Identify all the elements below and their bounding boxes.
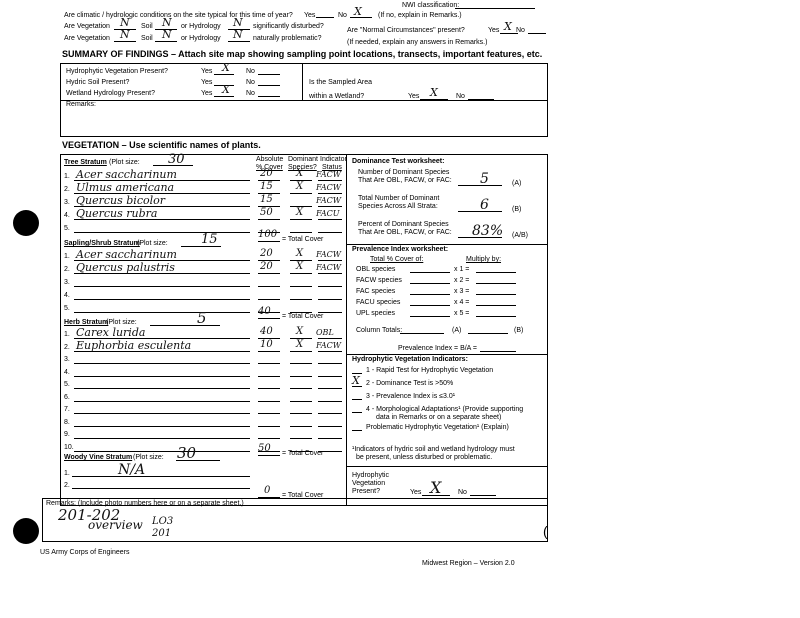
percent-dominant-value: 83% [472,223,504,239]
sum-no-3: No [246,90,255,97]
climatic-no-mark: X [354,5,362,18]
summary-remarks-label: Remarks: [66,101,96,108]
sum-yes-2: Yes [201,79,213,86]
sum-yes-3: Yes [201,90,213,97]
sapling-row-num: 2. [64,266,70,273]
sapling-row-ind-line [318,299,342,300]
normal-yes-mark: X [504,20,512,33]
sapling-row-num: 1. [64,253,70,260]
or-hydrology-2: or Hydrology [181,35,221,42]
sapling-dominant: X [296,248,304,259]
herb-row-pct-line [258,401,280,402]
herb-row-dom-line [290,363,312,364]
sum-no-line-1 [258,74,280,75]
normal-no-line [528,33,546,34]
hyd1-mark: N [233,16,243,29]
herb-species: Euphorbia esculenta [76,338,192,352]
sum-yes-line-1 [214,74,234,75]
veg-col-divider [346,154,347,506]
tree-row-ind-line [318,206,342,207]
vine-total-cover-label: = Total Cover [282,492,324,499]
nwi-line [455,8,535,9]
tree-indicator: FACW [316,196,341,205]
summary-title: SUMMARY OF FINDINGS – Attach site map showing sampling point locations, transects, important features, etc. [62,49,543,59]
sapling-dominant: X [296,261,304,272]
tree-row-line [74,232,250,233]
tree-cover: 15 [260,194,273,205]
wetland-hydrology-label: Wetland Hydrology Present? [66,90,155,97]
herb-species: Carex lurida [76,326,146,339]
herb-row-pct-line [258,351,280,352]
herb-row-num: 6. [64,393,70,401]
herb-row-pct-line [258,438,280,439]
no-label: No [338,12,347,19]
vine-plot-size-label: (Plot size: [133,454,164,461]
sapling-row-pct-line [258,299,280,300]
herb-indicator: FACW [316,340,341,350]
prevalence-row-cover-line [410,316,450,317]
prevalence-row-mult: x 4 = [454,299,470,306]
vine-plot-value: 30 [177,444,197,462]
herb-plot-size-label: (Plot size: [106,319,137,326]
normal-no-label: No [516,27,525,34]
sapling-cover: 20 [260,261,273,272]
herb-row-pct-line [258,376,280,377]
sapling-indicator: FACW [316,250,341,259]
total-cover-of-label: Total % Cover of: [370,256,424,263]
prevalence-row-result-line [476,294,516,295]
summary-divider-h [60,100,548,101]
sapling-row-ind-line [318,286,342,287]
sampled-area-label: Is the Sampled Area [309,79,373,86]
soil2-mark: N [162,28,172,41]
herb-row-num: 2. [64,343,70,351]
yes-label: Yes [304,12,316,19]
sapling-row-num: 4. [64,292,70,299]
herb-total-cover-label: = Total Cover [282,450,324,457]
ind4-line [352,412,362,413]
tree-row-num: 4. [64,212,70,219]
vine-row-1-line [72,476,250,477]
dominance-title: Dominance Test worksheet: [352,158,445,165]
normal-circumstances: Are "Normal Circumstances" present? [347,27,465,34]
sapling-row-line [74,299,250,300]
herb-row-pct-line [258,413,280,414]
total-number-value: 6 [480,197,489,213]
prevalence-row-mult: x 1 = [454,266,470,273]
herb-total-line [258,455,280,456]
herb-row-num: 3. [64,356,70,363]
footer-right: Midwest Region – Version 2.0 [422,560,515,567]
sapling-plot-size-label: (Plot size: [137,240,168,247]
significantly-disturbed: significantly disturbed? [253,23,324,30]
tree-row-dom-line [290,193,312,194]
prevalence-row-mult: x 2 = [454,277,470,284]
total-number-1: Total Number of Dominant [358,195,440,202]
col-total-a-line [400,333,444,334]
soil2-line [155,41,177,42]
tree-indicator: FACU [316,209,340,218]
herb-row-num: 7. [64,406,70,413]
herb-row-num: 9. [64,431,70,438]
sum-yes-1: Yes [201,68,213,75]
percent-dominant-2: That Are OBL, FACW, or FAC: [358,229,452,236]
herb-row-ind-line [318,413,342,414]
sapling-row-num: 3. [64,279,70,286]
sum-no-2: No [246,79,255,86]
herb-cover: 10 [260,338,273,350]
sum-no-1: No [246,68,255,75]
tree-row-pct-line [258,219,280,220]
tree-dominant: X [296,168,304,179]
prevalence-index-label: Prevalence Index = B/A = [398,345,477,352]
wetland-mark: X [430,86,438,99]
wetland-yes: Yes [408,93,420,100]
herb-row-dom-line [290,413,312,414]
prev-hydro-divider [346,354,548,355]
veg2-mark: N [120,28,130,41]
herb-row-dom-line [290,438,312,439]
herb-plot-value: 5 [197,309,207,327]
sapling-indicator: FACW [316,263,341,272]
herb-row-dom-line [290,388,312,389]
sapling-species: Acer saccharinum [76,248,177,261]
if-needed-explain: (If needed, explain any answers in Remarks.) [347,39,488,46]
remarks-label: Remarks: (Include photo numbers here or on a separate sheet.) [46,500,244,507]
herb-indicator: OBL [316,328,334,337]
percent-dominant-1: Percent of Dominant Species [358,221,449,228]
herb-row-ind-line [318,351,342,352]
col-dominant: Dominant [288,156,318,163]
col-species: Species? [288,164,317,171]
herb-row-ind-line [318,426,342,427]
footer-left: US Army Corps of Engineers [40,549,130,556]
sum-no-line-3 [258,96,280,97]
prevalence-row-result-line [476,316,516,317]
tree-total-line [258,241,280,242]
veg1-mark: N [120,16,130,29]
num-dominant-1: Number of Dominant Species [358,169,450,176]
multiply-by-label: Multiply by: [466,256,502,263]
tree-indicator: FACW [316,170,341,179]
col-indicator: Indicator [320,156,347,163]
sum-mark-1: X [222,61,230,74]
vegetation-label: Vegetation [352,480,386,487]
woody-vine-label: Woody Vine Stratum [64,454,133,461]
tree-total-value: 100 [258,229,278,240]
sum-yes-line-3 [214,96,234,97]
prevalence-row-label: FAC species [356,288,396,295]
herb-row-line [74,426,250,427]
tree-row-dom-line [290,232,312,233]
tree-cover: 15 [260,181,273,192]
tree-row-ind-line [318,193,342,194]
sapling-row-dom-line [290,286,312,287]
tree-dominant: X [296,207,304,218]
sum-no-line-2 [258,85,280,86]
summary-divider-v [302,63,303,100]
herb-row-num: 5. [64,381,70,388]
hyd2-mark: N [233,28,243,41]
herb-row-line [74,376,250,377]
dom-a-label: (A) [512,180,522,187]
remarks-handwriting-4: 201 [152,528,172,539]
column-totals-label: Column Totals: [356,327,403,334]
sapling-row-pct-line [258,286,280,287]
are-vegetation-1: Are Vegetation [64,23,110,30]
herb-row-ind-line [318,363,342,364]
herb-row-ind-line [318,338,342,339]
normal-yes-label: Yes [488,27,500,34]
herb-row-ind-line [318,388,342,389]
indicator-2-mark: X [352,374,360,387]
dom-b-label: (B) [512,206,522,213]
tree-plot-size-label: (Plot size: [109,159,140,166]
herb-row-ind-line [318,401,342,402]
sapling-row-dom-line [290,299,312,300]
hydrophytic-label: Hydrophytic [352,472,389,479]
ind5-line [352,430,362,431]
herb-row-line [74,413,250,414]
hyd2-line [228,41,250,42]
climatic-question: Are climatic / hydrologic conditions on the site typical for this time of year? [64,12,293,19]
sapling-row-pct-line [258,273,280,274]
tree-total-cover-label: = Total Cover [282,236,324,243]
climatic-yes-line [316,17,334,18]
prevalence-row-label: UPL species [356,310,396,317]
herb-row-line [74,451,250,452]
num-dominant-2: That Are OBL, FACW, or FAC: [358,177,452,184]
tree-row-dom-line [290,219,312,220]
herb-row-dom-line [290,351,312,352]
present-yes-mark: X [430,478,442,497]
prevalence-row-result-line [476,305,516,306]
col-total-b-line [468,333,508,334]
tree-row-num: 1. [64,173,70,180]
tree-indicator: FACW [316,183,341,192]
prevalence-row-cover-line [410,272,450,273]
vine-row-1-num: 1. [64,470,70,477]
or-hydrology-1: or Hydrology [181,23,221,30]
herb-row-num: 10. [64,443,74,451]
remarks-handwriting-3: LO3 [152,516,174,527]
prevalence-row-result-line [476,283,516,284]
tree-species: Quercus rubra [76,207,158,220]
sapling-plot-value: 15 [201,232,218,247]
wetland-no-line [468,99,494,100]
col-cover: % Cover [256,164,283,171]
dom-ab-label: (A/B) [512,232,528,239]
tree-plot-value: 30 [168,152,185,167]
herb-total-value: 50 [258,443,271,454]
herb-cover: 40 [260,326,273,337]
sum-mark-3: X [222,83,230,96]
hydrophytic-present-label: Hydrophytic Vegetation Present? [66,68,168,75]
prev-a-label: (A) [452,327,462,334]
indicator-footnote-2: be present, unless disturbed or problematic. [356,454,493,461]
within-wetland-label: within a Wetland? [309,93,365,100]
sapling-total-cover-label: = Total Cover [282,313,324,320]
vine-total-value: 0 [264,485,271,496]
prevalence-row-label: OBL species [356,266,396,273]
wetland-no: No [456,93,465,100]
tree-row-num: 2. [64,186,70,193]
sapling-row-ind-line [318,260,342,261]
tree-row-num: 5. [64,225,70,232]
prevalence-row-label: FACU species [356,299,401,306]
prevalence-row-cover-line [410,305,450,306]
nwi-classification: NWI classification: [402,2,460,9]
herb-row-line [74,363,250,364]
tree-species: Ulmus americana [76,181,175,194]
herb-row-ind-line [318,438,342,439]
herb-row-line [74,438,250,439]
vine-row-2-num: 2. [64,482,70,489]
remarks-handwriting-1: 201-202 [58,506,121,524]
num-dominant-value: 5 [480,171,489,187]
tree-cover: 20 [260,168,273,179]
prevalence-row-cover-line [410,283,450,284]
sapling-stratum-label: Sapling/Shrub Stratum [64,240,140,247]
wetland-yes-line [420,99,448,100]
indicator-footnote-1: ¹Indicators of hydric soil and wetland hydrology must [352,446,515,453]
present-label: Present? [352,488,381,495]
herb-row-line [74,401,250,402]
punch-hole-bottom [13,518,39,544]
remarks-handwriting-2: overview [88,518,143,532]
indicator-4a: 4 - Morphological Adaptations¹ (Provide supporting [366,406,524,413]
ind3-line [352,399,362,400]
herb-row-pct-line [258,426,280,427]
tree-dominant: X [296,181,304,192]
sapling-row-line [74,312,250,313]
sapling-total-value: 40 [258,306,271,317]
present-no-line [470,495,496,496]
prevalence-row-mult: x 3 = [454,288,470,295]
sapling-row-dom-line [290,273,312,274]
tree-cover: 50 [260,207,273,218]
indicator-2: 2 - Dominance Test is >50% [366,380,454,387]
herb-stratum-label: Herb Stratum [64,319,109,326]
soil-label-2: Soil [141,35,153,42]
indicator-1: 1 - Rapid Test for Hydrophytic Vegetation [366,367,494,374]
col-status: Status [322,164,342,171]
dom-prev-divider [346,244,548,245]
col-absolute: Absolute [256,156,284,163]
tree-stratum-label: Tree Stratum [64,159,107,166]
herb-row-dom-line [290,426,312,427]
tree-species: Quercus bicolor [76,194,165,207]
herb-row-num: 4. [64,368,70,376]
vegetation-title: VEGETATION – Use scientific names of plants. [62,140,261,150]
hydro-present-divider [346,466,548,467]
tree-row-ind-line [318,232,342,233]
tree-row-num: 3. [64,199,70,206]
herb-row-pct-line [258,363,280,364]
naturally-problematic: naturally problematic? [253,35,322,42]
sapling-row-ind-line [318,273,342,274]
soil1-mark: N [162,16,172,29]
prev-index-line [480,351,516,352]
if-no-explain: (If no, explain in Remarks.) [378,12,462,19]
herb-row-pct-line [258,388,280,389]
prev-b-label: (B) [514,327,524,334]
indicator-5: Problematic Hydrophytic Vegetation¹ (Explain) [366,424,509,431]
sapling-cover: 20 [260,248,273,259]
herb-row-num: 1. [64,331,70,338]
prevalence-row-result-line [476,272,516,273]
punch-hole-top [13,210,39,236]
margin-mark: ( [543,523,548,539]
sapling-species: Quercus palustris [76,261,175,274]
herb-row-line [74,388,250,389]
herb-dominant: X [296,326,304,337]
vine-na: N/A [118,462,146,478]
soil-label-1: Soil [141,23,153,30]
prevalence-row-label: FACW species [356,277,402,284]
present-no: No [458,489,467,496]
herb-row-ind-line [318,376,342,377]
indicator-4b: data in Remarks or on a separate sheet) [376,414,502,421]
indicator-3: 3 - Prevalence Index is ≤3.0¹ [366,393,456,400]
herb-row-dom-line [290,376,312,377]
prevalence-title: Prevalence Index worksheet: [352,246,449,253]
herb-row-dom-line [290,401,312,402]
sap-total-line [258,318,280,319]
herb-dominant: X [296,338,304,350]
sapling-row-num: 5. [64,305,70,312]
herb-row-num: 8. [64,418,70,426]
vine-row-2-line [72,488,250,489]
tree-row-ind-line [318,219,342,220]
veg2-line [114,41,136,42]
prevalence-row-mult: x 5 = [454,310,470,317]
hydric-soil-label: Hydric Soil Present? [66,79,130,86]
are-vegetation-2: Are Vegetation [64,35,110,42]
present-yes: Yes [410,489,422,496]
tree-species: Acer saccharinum [76,168,177,181]
herb-plot-line [150,325,220,326]
hydro-indicators-title: Hydrophytic Vegetation Indicators: [352,356,468,363]
tree-row-ind-line [318,180,342,181]
prevalence-row-cover-line [410,294,450,295]
sapling-row-line [74,286,250,287]
total-number-2: Species Across All Strata: [358,203,438,210]
